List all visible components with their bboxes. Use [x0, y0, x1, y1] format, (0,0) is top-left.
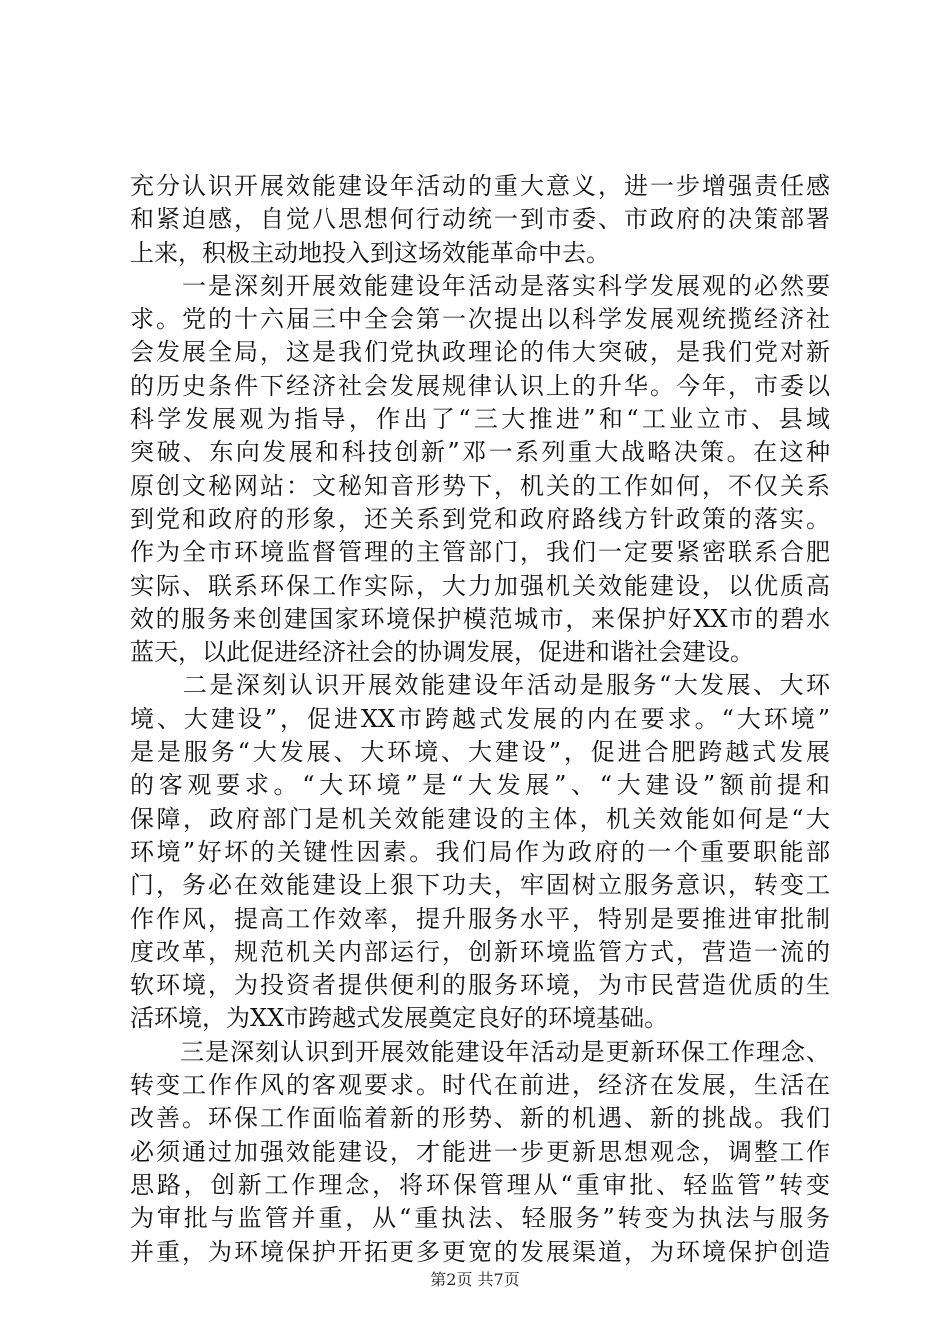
text-line: 环境”好坏的关键性因素。我们局作为政府的一个重要职能部: [130, 837, 830, 866]
text-line: 作为全市环境监督管理的主管部门，我们一定要紧密联系合肥: [130, 538, 830, 567]
text-line: 三是深刻认识到开展效能建设年活动是更新环保工作理念、: [130, 1037, 830, 1066]
text-line: 是是服务“大发展、大环境、大建设”，促进合肥跨越式发展: [130, 738, 830, 767]
text-line: 二是深刻认识开展效能建设年活动是服务“大发展、大环: [130, 671, 830, 700]
text-line: 度改革，规范机关内部运行，创新环境监管方式，营造一流的: [130, 937, 830, 966]
text-line: 保障，政府部门是机关效能建设的主体，机关效能如何是“大: [130, 804, 830, 833]
text-line: 一是深刻开展效能建设年活动是落实科学发展观的必然要: [130, 271, 830, 300]
text-line: 并重，为环境保护开拓更多更宽的发展渠道，为环境保护创造: [130, 1237, 830, 1266]
text-line: 软环境，为投资者提供便利的服务环境，为市民营造优质的生: [130, 971, 830, 1000]
text-line: 蓝天，以此促进经济社会的协调发展，促进和谐社会建设。: [130, 638, 754, 667]
text-line: 和紧迫感，自觉八思想何行动统一到市委、市政府的决策部署: [130, 205, 830, 234]
text-line: 实际、联系环保工作实际，大力加强机关效能建设，以优质高: [130, 571, 830, 600]
text-line: 境、大建设”，促进XX市跨越式发展的内在要求。“大环境”: [130, 704, 830, 733]
text-line: 思路，创新工作理念，将环保管理从“重审批、轻监管”转变: [130, 1170, 830, 1199]
text-line: 的历史条件下经济社会发展规律认识上的升华。今年，市委以: [130, 371, 830, 400]
text-line: 原创文秘网站：文秘知音形势下，机关的工作如何，不仅关系: [130, 471, 830, 500]
text-line: 效的服务来创建国家环境保护模范城市，来保护好XX市的碧水: [130, 604, 830, 633]
text-line: 充分认识开展效能建设年活动的重大意义，进一步增强责任感: [130, 172, 830, 200]
text-line: 突破、东向发展和科技创新”邓一系列重大战略决策。在这种: [130, 438, 830, 467]
text-line: 的客观要求。“大环境”是“大发展”、“大建设”额前提和: [130, 771, 830, 800]
text-line: 上来，积极主动地投入到这场效能革命中去。: [130, 238, 610, 267]
text-line: 科学发展观为指导，作出了“三大推进”和“工业立市、县域: [130, 405, 830, 434]
page-footer: 第2页 共7页: [430, 1270, 520, 1289]
text-line: 转变工作作风的客观要求。时代在前进，经济在发展，生活在: [130, 1071, 830, 1100]
text-line: 作作风，提高工作效率，提升服务水平，特别是要推进审批制: [130, 904, 830, 933]
text-line: 改善。环保工作面临着新的形势、新的机遇、新的挑战。我们: [130, 1104, 830, 1133]
text-line: 活环境，为XX市跨越式发展奠定良好的环境基础。: [130, 1004, 669, 1033]
text-line: 到党和政府的形象，还关系到党和政府路线方针政策的落实。: [130, 504, 830, 533]
text-line: 为审批与监管并重，从“重执法、轻服务”转变为执法与服务: [130, 1204, 830, 1233]
text-line: 会发展全局，这是我们党执政理论的伟大突破，是我们党对新: [130, 338, 830, 367]
body-text: [130, 170, 830, 1269]
text-line: 门，务必在效能建设上狠下功夫，牢固树立服务意识，转变工: [130, 871, 830, 900]
text-line: 必须通过加强效能建设，才能进一步更新思想观念，调整工作: [130, 1137, 830, 1166]
text-line: 求。党的十六届三中全会第一次提出以科学发展观统揽经济社: [130, 305, 830, 334]
